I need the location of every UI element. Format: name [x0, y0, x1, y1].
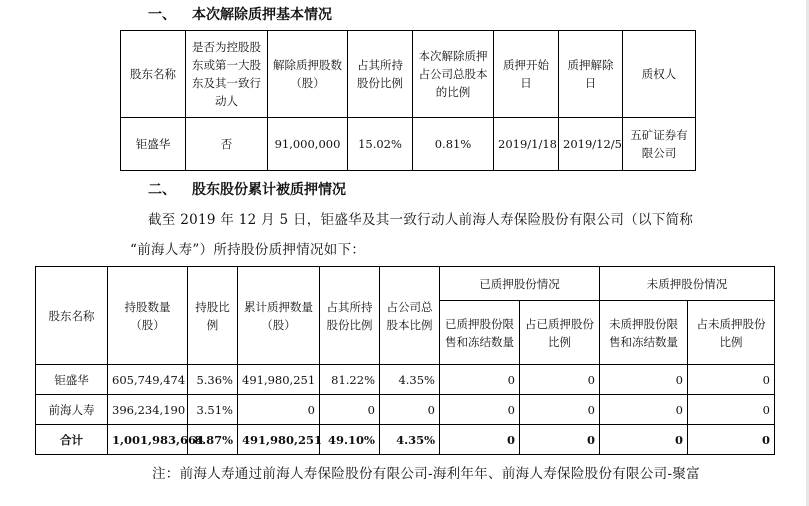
- table-header-row: [36, 267, 775, 301]
- table-cell: 0: [688, 365, 775, 395]
- header-cell: 累计质押数量（股）: [238, 267, 320, 365]
- table-cell: 4.35%: [380, 425, 440, 455]
- table-cell: 2019/1/18: [494, 118, 559, 171]
- header-cell: 质权人: [623, 31, 696, 118]
- table-cell: 0: [320, 395, 380, 425]
- pledge-release-table: [120, 30, 696, 171]
- table-cell: 合计: [36, 425, 108, 455]
- table-cell: 0: [520, 425, 600, 455]
- header-cell: 是否为控股股东或第一大股东及其一致行动人: [186, 31, 268, 118]
- header-cell: 占其所持股份比例: [320, 267, 380, 365]
- table-row: [36, 365, 775, 395]
- header-cell: 持股数量（股）: [108, 267, 188, 365]
- table-cell: 0.81%: [413, 118, 494, 171]
- table-cell: 0: [440, 395, 520, 425]
- header-cell: 本次解除质押占公司总股本的比例: [413, 31, 494, 118]
- header-group-pledged: 已质押股份情况: [440, 267, 600, 301]
- table-cell: 605,749,474: [108, 365, 188, 395]
- table-cell: 3.51%: [188, 395, 238, 425]
- table-cell: 0: [520, 395, 600, 425]
- paragraph-line-1: 截至 2019 年 12 月 5 日，钜盛华及其一致行动人前海人寿保险股份有限公司（以下简称: [148, 212, 694, 228]
- table-cell: 钜盛华: [36, 365, 108, 395]
- header-cell: 持股比例: [188, 267, 238, 365]
- table-cell: 否: [186, 118, 268, 171]
- paragraph-line-2: “前海人寿”）所持股份质押情况如下：: [130, 242, 366, 258]
- table-cell: 0: [688, 395, 775, 425]
- section-2-title: 股东股份累计被质押情况: [192, 182, 346, 198]
- table-cell: 0: [600, 395, 688, 425]
- header-cell: 占其所持股份比例: [348, 31, 413, 118]
- table-cell: 15.02%: [348, 118, 413, 171]
- header-group-unpledged: 未质押股份情况: [600, 267, 775, 301]
- cumulative-pledge-table: [35, 266, 775, 455]
- table-cell: 1,001,983,664: [108, 425, 188, 455]
- table-cell: 81.22%: [320, 365, 380, 395]
- table-cell: 前海人寿: [36, 395, 108, 425]
- table-cell: 0: [440, 425, 520, 455]
- table-cell: 91,000,000: [268, 118, 348, 171]
- table-cell: 8.87%: [188, 425, 238, 455]
- section-2-heading: [148, 181, 346, 199]
- table-cell: 0: [380, 395, 440, 425]
- table-cell: 491,980,251: [238, 365, 320, 395]
- table-cell: 2019/12/5: [559, 118, 623, 171]
- header-cell: 占未质押股份比例: [688, 301, 775, 365]
- section-2-number: 二、: [148, 182, 176, 198]
- table-header-row: [121, 31, 696, 118]
- section-1-title: 本次解除质押基本情况: [192, 7, 332, 23]
- table-cell: 5.36%: [188, 365, 238, 395]
- table-total-row: [36, 425, 775, 455]
- header-cell: 质押开始日: [494, 31, 559, 118]
- footnote: 注：前海人寿通过前海人寿保险股份有限公司-海利年年、前海人寿保险股份有限公司-聚富: [152, 466, 700, 482]
- table-cell: 491,980,251: [238, 425, 320, 455]
- header-cell: 已质押股份限售和冻结数量: [440, 301, 520, 365]
- table-row: [36, 395, 775, 425]
- table-cell: 396,234,190: [108, 395, 188, 425]
- table-cell: 0: [600, 425, 688, 455]
- table-cell: 0: [520, 365, 600, 395]
- header-cell: 质押解除日: [559, 31, 623, 118]
- table-cell: 0: [600, 365, 688, 395]
- header-cell: 解除质押股数（股）: [268, 31, 348, 118]
- table-cell: 4.35%: [380, 365, 440, 395]
- header-cell: 未质押股份限售和冻结数量: [600, 301, 688, 365]
- header-cell: 股东名称: [36, 267, 108, 365]
- table-cell: 0: [440, 365, 520, 395]
- table-cell: 0: [688, 425, 775, 455]
- table-cell: 钜盛华: [121, 118, 186, 171]
- table-cell: 五矿证券有限公司: [623, 118, 696, 171]
- header-cell: 占公司总股本比例: [380, 267, 440, 365]
- section-1-number: 一、: [148, 7, 176, 23]
- header-cell: 占已质押股份比例: [520, 301, 600, 365]
- table-cell: 49.10%: [320, 425, 380, 455]
- section-1-heading: [148, 6, 332, 24]
- header-cell: 股东名称: [121, 31, 186, 118]
- table-cell: 0: [238, 395, 320, 425]
- table-row: [121, 118, 696, 171]
